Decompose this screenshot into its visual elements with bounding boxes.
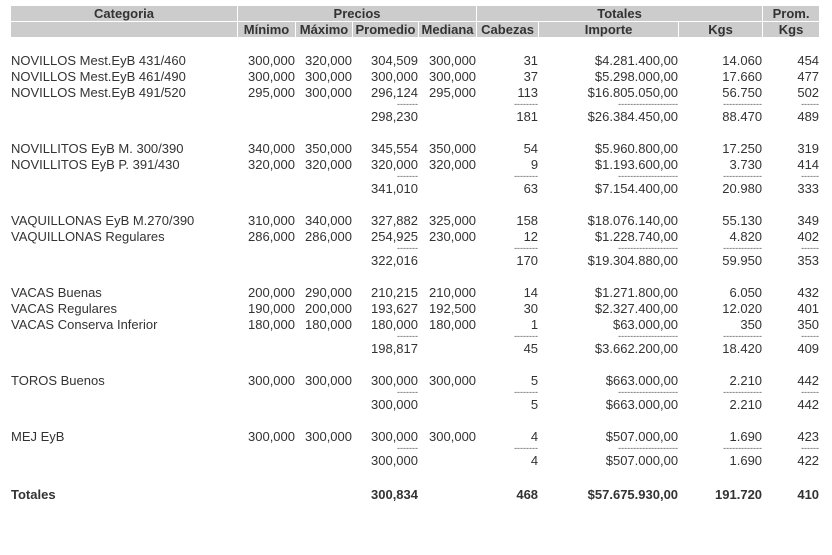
subtotal-importe: $3.662.200,00 <box>594 340 679 356</box>
promedio-cell: 296,124 <box>371 85 418 100</box>
cabezas-cell: 14 <box>523 285 539 300</box>
subtotal-row <box>11 452 819 468</box>
importe-cell: $507.000,00 <box>605 429 679 444</box>
promedio-cell: 193,627 <box>371 301 418 316</box>
separator-blank <box>419 333 476 339</box>
subtotal-blank <box>419 252 476 268</box>
prom-kgs-cell: 454 <box>797 53 820 68</box>
table-row <box>11 141 819 156</box>
separator-blank <box>419 101 476 107</box>
cabezas-cell: 12 <box>523 229 539 244</box>
table-row <box>11 53 819 68</box>
separator-blank <box>11 445 237 451</box>
subtotal-cabezas: 4 <box>530 452 539 468</box>
header-column-row <box>11 22 819 37</box>
maximo-cell: 300,000 <box>305 69 352 84</box>
header-prom-kgs: Kgs <box>763 22 819 37</box>
importe-cell: $1.271.800,00 <box>594 285 679 300</box>
separator-kgs: ------------- <box>723 99 763 109</box>
maximo-cell: 320,000 <box>305 157 352 172</box>
subtotal-promedio: 341,010 <box>371 180 418 196</box>
minimo-cell: 286,000 <box>248 229 295 244</box>
subtotal-cabezas: 181 <box>516 108 539 124</box>
subtotal-prom-kgs: 422 <box>797 452 820 468</box>
categoria-cell: NOVILLITOS EyB P. 391/430 <box>11 157 180 172</box>
prom-kgs-cell: 350 <box>797 317 820 332</box>
prom-kgs-cell: 432 <box>797 285 820 300</box>
separator-prom-kgs: ------ <box>801 243 820 253</box>
minimo-cell: 200,000 <box>248 285 295 300</box>
categoria-cell: TOROS Buenos <box>11 373 105 388</box>
separator-prom-kgs: ------ <box>801 443 820 453</box>
kgs-cell: 17.250 <box>722 141 763 156</box>
subtotal-blank <box>296 340 352 356</box>
separator-blank <box>11 333 237 339</box>
cabezas-cell: 113 <box>517 85 539 100</box>
separator-importe: -------------------- <box>618 243 679 253</box>
spacer-cell <box>11 413 819 428</box>
promedio-cell: 254,925 <box>371 229 418 244</box>
separator-cabezas: -------- <box>514 99 539 109</box>
separator-blank <box>296 101 352 107</box>
subtotal-importe: $7.154.400,00 <box>594 180 679 196</box>
separator-kgs: ------------- <box>723 443 763 453</box>
cabezas-cell: 30 <box>523 301 539 316</box>
cabezas-cell: 54 <box>523 141 539 156</box>
separator-blank <box>296 245 352 251</box>
separator-blank <box>419 173 476 179</box>
maximo-cell: 180,000 <box>305 317 352 332</box>
subtotal-prom-kgs: 489 <box>797 108 820 124</box>
subtotal-blank <box>296 108 352 124</box>
mediana-cell: 295,000 <box>429 85 477 100</box>
subtotal-promedio: 198,817 <box>371 340 418 356</box>
kgs-cell: 12.020 <box>722 301 763 316</box>
minimo-cell: 310,000 <box>248 213 295 228</box>
separator-promedio: ------- <box>397 171 418 181</box>
subtotal-separator-row <box>11 245 819 251</box>
subtotal-blank <box>238 180 295 196</box>
subtotal-blank <box>11 252 237 268</box>
subtotal-blank <box>11 396 237 412</box>
subtotal-separator-row <box>11 101 819 107</box>
table-row <box>11 85 819 100</box>
subtotal-blank <box>238 340 295 356</box>
subtotal-row <box>11 396 819 412</box>
promedio-cell: 300,000 <box>371 69 418 84</box>
mediana-cell: 300,000 <box>429 429 477 444</box>
separator-prom-kgs: ------ <box>801 331 820 341</box>
mediana-cell: 325,000 <box>429 213 477 228</box>
header-categoria-blank <box>11 22 237 37</box>
prom-kgs-cell: 414 <box>797 157 820 172</box>
separator-blank <box>296 389 352 395</box>
separator-importe: -------------------- <box>618 443 679 453</box>
table-row <box>11 69 819 84</box>
kgs-cell: 350 <box>740 317 763 332</box>
separator-blank <box>296 445 352 451</box>
prom-kgs-cell: 423 <box>797 429 820 444</box>
importe-cell: $18.076.140,00 <box>587 213 679 228</box>
separator-blank <box>11 245 237 251</box>
mediana-cell: 210,000 <box>429 285 477 300</box>
totals-blank <box>296 485 352 504</box>
categoria-cell: NOVILLOS Mest.EyB 461/490 <box>11 69 186 84</box>
subtotal-kgs: 18.420 <box>722 340 763 356</box>
subtotal-blank <box>296 252 352 268</box>
cabezas-cell: 37 <box>523 69 539 84</box>
cabezas-cell: 31 <box>523 53 539 68</box>
separator-blank <box>296 173 352 179</box>
subtotal-blank <box>296 180 352 196</box>
subtotal-blank <box>238 252 295 268</box>
minimo-cell: 300,000 <box>248 53 295 68</box>
maximo-cell: 286,000 <box>305 229 352 244</box>
importe-cell: $5.960.800,00 <box>594 141 679 156</box>
categoria-cell: VAQUILLONAS Regulares <box>11 229 165 244</box>
separator-blank <box>238 173 295 179</box>
subtotal-blank <box>238 108 295 124</box>
minimo-cell: 300,000 <box>248 373 295 388</box>
spacer-cell <box>11 197 819 212</box>
maximo-cell: 300,000 <box>305 429 352 444</box>
totals-prom-kgs: 410 <box>797 487 820 502</box>
totals-importe: $57.675.930,00 <box>587 487 679 502</box>
promedio-cell: 327,882 <box>371 213 418 228</box>
prom-kgs-cell: 442 <box>797 373 820 388</box>
table-row <box>11 301 819 316</box>
maximo-cell: 290,000 <box>305 285 352 300</box>
totals-cabezas: 468 <box>516 487 539 502</box>
header-precios: Precios <box>238 6 476 21</box>
subtotal-separator-row <box>11 445 819 451</box>
separator-promedio: ------- <box>397 331 418 341</box>
subtotal-kgs: 59.950 <box>722 252 763 268</box>
kgs-cell: 56.750 <box>722 85 763 100</box>
minimo-cell: 340,000 <box>248 141 295 156</box>
table-row <box>11 157 819 172</box>
subtotal-blank <box>419 180 476 196</box>
promedio-cell: 345,554 <box>371 141 418 156</box>
header-cabezas: Cabezas <box>477 22 538 37</box>
importe-cell: $2.327.400,00 <box>594 301 679 316</box>
categoria-cell: VACAS Buenas <box>11 285 102 300</box>
categoria-cell: VAQUILLONAS EyB M.270/390 <box>11 213 195 228</box>
spacer-row <box>11 413 819 428</box>
minimo-cell: 180,000 <box>248 317 295 332</box>
totals-kgs: 191.720 <box>715 487 763 502</box>
kgs-cell: 14.060 <box>722 53 763 68</box>
prom-kgs-cell: 319 <box>797 141 820 156</box>
subtotal-separator-row <box>11 173 819 179</box>
mediana-cell: 350,000 <box>429 141 477 156</box>
subtotal-row <box>11 180 819 196</box>
subtotal-blank <box>11 180 237 196</box>
spacer-cell <box>11 357 819 372</box>
table-row <box>11 429 819 444</box>
separator-cabezas: -------- <box>514 243 539 253</box>
table-row <box>11 213 819 228</box>
header-minimo: Mínimo <box>238 22 295 37</box>
subtotal-importe: $19.304.880,00 <box>587 252 679 268</box>
totals-blank <box>419 485 476 504</box>
cabezas-cell: 5 <box>530 373 539 388</box>
header-totales: Totales <box>477 6 762 21</box>
prom-kgs-cell: 401 <box>797 301 820 316</box>
kgs-cell: 1.690 <box>729 429 763 444</box>
separator-cabezas: -------- <box>514 443 539 453</box>
separator-blank <box>419 445 476 451</box>
header-categoria: Categoria <box>11 6 237 21</box>
separator-blank <box>419 245 476 251</box>
kgs-cell: 6.050 <box>729 285 763 300</box>
minimo-cell: 300,000 <box>248 429 295 444</box>
subtotal-promedio: 322,016 <box>371 252 418 268</box>
totals-promedio: 300,834 <box>371 487 418 502</box>
spacer-row <box>11 125 819 140</box>
maximo-cell: 200,000 <box>305 301 352 316</box>
table-row <box>11 285 819 300</box>
mediana-cell: 180,000 <box>429 317 477 332</box>
mediana-cell: 230,000 <box>429 229 477 244</box>
cabezas-cell: 1 <box>530 317 539 332</box>
importe-cell: $4.281.400,00 <box>594 53 679 68</box>
maximo-cell: 300,000 <box>305 85 352 100</box>
subtotal-separator-row <box>11 333 819 339</box>
separator-blank <box>419 389 476 395</box>
subtotal-row <box>11 108 819 124</box>
prom-kgs-cell: 402 <box>797 229 820 244</box>
prom-kgs-cell: 349 <box>797 213 820 228</box>
subtotal-blank <box>419 452 476 468</box>
promedio-cell: 320,000 <box>371 157 418 172</box>
subtotal-prom-kgs: 409 <box>797 340 820 356</box>
subtotal-promedio: 298,230 <box>371 108 418 124</box>
header-kgs: Kgs <box>679 22 762 37</box>
subtotal-blank <box>11 108 237 124</box>
categoria-cell: NOVILLOS Mest.EyB 431/460 <box>11 53 186 68</box>
subtotal-blank <box>296 396 352 412</box>
subtotal-blank <box>419 396 476 412</box>
importe-cell: $5.298.000,00 <box>594 69 679 84</box>
separator-blank <box>11 101 237 107</box>
mediana-cell: 192,500 <box>429 301 477 316</box>
separator-prom-kgs: ------ <box>801 171 820 181</box>
separator-prom-kgs: ------ <box>801 99 820 109</box>
spacer-cell <box>11 38 819 52</box>
subtotal-blank <box>238 452 295 468</box>
totals-label: Totales <box>11 487 56 502</box>
categoria-cell: MEJ EyB <box>11 429 65 444</box>
separator-blank <box>11 389 237 395</box>
separator-blank <box>238 445 295 451</box>
kgs-cell: 3.730 <box>729 157 763 172</box>
promedio-cell: 180,000 <box>371 317 418 332</box>
kgs-cell: 2.210 <box>729 373 763 388</box>
separator-blank <box>238 389 295 395</box>
separator-blank <box>238 245 295 251</box>
importe-cell: $63.000,00 <box>612 317 679 332</box>
categoria-cell: VACAS Regulares <box>11 301 117 316</box>
spacer-row <box>11 38 819 52</box>
table-row <box>11 373 819 388</box>
importe-cell: $1.228.740,00 <box>594 229 679 244</box>
subtotal-importe: $663.000,00 <box>605 396 679 412</box>
cabezas-cell: 158 <box>516 213 539 228</box>
subtotal-prom-kgs: 333 <box>797 180 820 196</box>
subtotal-row <box>11 340 819 356</box>
subtotal-importe: $507.000,00 <box>605 452 679 468</box>
mediana-cell: 300,000 <box>429 373 477 388</box>
subtotal-blank <box>11 340 237 356</box>
prom-kgs-cell: 502 <box>797 85 820 100</box>
maximo-cell: 300,000 <box>305 373 352 388</box>
minimo-cell: 190,000 <box>248 301 295 316</box>
separator-kgs: ------------- <box>723 331 763 341</box>
header-maximo: Máximo <box>296 22 352 37</box>
spacer-row <box>11 197 819 212</box>
header-mediana: Mediana <box>419 22 476 37</box>
mediana-cell: 300,000 <box>429 69 477 84</box>
subtotal-promedio: 300,000 <box>371 396 418 412</box>
separator-promedio: ------- <box>397 387 418 397</box>
separator-importe: -------------------- <box>618 171 679 181</box>
mediana-cell: 300,000 <box>429 53 477 68</box>
kgs-cell: 55.130 <box>722 213 763 228</box>
importe-cell: $16.805.050,00 <box>587 85 679 100</box>
totals-row <box>11 485 819 504</box>
separator-kgs: ------------- <box>723 387 763 397</box>
totals-blank <box>238 485 295 504</box>
subtotal-separator-row <box>11 389 819 395</box>
separator-cabezas: -------- <box>514 331 539 341</box>
header-importe: Importe <box>539 22 678 37</box>
subtotal-kgs: 88.470 <box>722 108 763 124</box>
subtotal-promedio: 300,000 <box>371 452 418 468</box>
separator-importe: -------------------- <box>618 387 679 397</box>
subtotal-blank <box>296 452 352 468</box>
promedio-cell: 300,000 <box>371 429 418 444</box>
promedio-cell: 210,215 <box>371 285 418 300</box>
minimo-cell: 320,000 <box>248 157 295 172</box>
promedio-cell: 300,000 <box>371 373 418 388</box>
maximo-cell: 340,000 <box>305 213 352 228</box>
cabezas-cell: 9 <box>530 157 539 172</box>
header-promedio: Promedio <box>353 22 418 37</box>
subtotal-cabezas: 63 <box>523 180 539 196</box>
maximo-cell: 320,000 <box>305 53 352 68</box>
maximo-cell: 350,000 <box>305 141 352 156</box>
separator-kgs: ------------- <box>723 171 763 181</box>
separator-importe: -------------------- <box>618 99 679 109</box>
subtotal-row <box>11 252 819 268</box>
mediana-cell: 320,000 <box>429 157 477 172</box>
table-row <box>11 317 819 332</box>
importe-cell: $1.193.600,00 <box>594 157 679 172</box>
separator-promedio: ------- <box>397 243 418 253</box>
subtotal-kgs: 20.980 <box>722 180 763 196</box>
separator-promedio: ------- <box>397 99 418 109</box>
separator-importe: -------------------- <box>618 331 679 341</box>
separator-cabezas: -------- <box>514 171 539 181</box>
subtotal-prom-kgs: 442 <box>797 396 820 412</box>
subtotal-importe: $26.384.450,00 <box>587 108 679 124</box>
subtotal-cabezas: 45 <box>523 340 539 356</box>
prom-kgs-cell: 477 <box>797 69 820 84</box>
minimo-cell: 295,000 <box>248 85 295 100</box>
separator-blank <box>238 101 295 107</box>
table-row <box>11 229 819 244</box>
spacer-row <box>11 469 819 484</box>
spacer-cell <box>11 269 819 284</box>
spacer-row <box>11 357 819 372</box>
subtotal-kgs: 2.210 <box>729 396 763 412</box>
subtotal-blank <box>11 452 237 468</box>
livestock-price-report-table <box>10 5 820 505</box>
cabezas-cell: 4 <box>530 429 539 444</box>
table-body <box>11 38 819 504</box>
promedio-cell: 304,509 <box>371 53 418 68</box>
categoria-cell: NOVILLOS Mest.EyB 491/520 <box>11 85 186 100</box>
separator-promedio: ------- <box>397 443 418 453</box>
categoria-cell: VACAS Conserva Inferior <box>11 317 158 332</box>
spacer-cell <box>11 469 819 484</box>
categoria-cell: NOVILLITOS EyB M. 300/390 <box>11 141 184 156</box>
subtotal-cabezas: 5 <box>530 396 539 412</box>
separator-cabezas: -------- <box>514 387 539 397</box>
table-header <box>11 6 819 37</box>
kgs-cell: 4.820 <box>729 229 763 244</box>
separator-blank <box>296 333 352 339</box>
subtotal-blank <box>419 340 476 356</box>
subtotal-kgs: 1.690 <box>729 452 763 468</box>
importe-cell: $663.000,00 <box>605 373 679 388</box>
separator-blank <box>238 333 295 339</box>
spacer-row <box>11 269 819 284</box>
subtotal-prom-kgs: 353 <box>797 252 820 268</box>
spacer-cell <box>11 125 819 140</box>
subtotal-blank <box>238 396 295 412</box>
header-prom: Prom. <box>763 6 819 21</box>
header-group-row <box>11 6 819 21</box>
separator-prom-kgs: ------ <box>801 387 820 397</box>
separator-kgs: ------------- <box>723 243 763 253</box>
subtotal-cabezas: 170 <box>516 252 539 268</box>
subtotal-blank <box>419 108 476 124</box>
kgs-cell: 17.660 <box>722 69 763 84</box>
separator-blank <box>11 173 237 179</box>
minimo-cell: 300,000 <box>248 69 295 84</box>
